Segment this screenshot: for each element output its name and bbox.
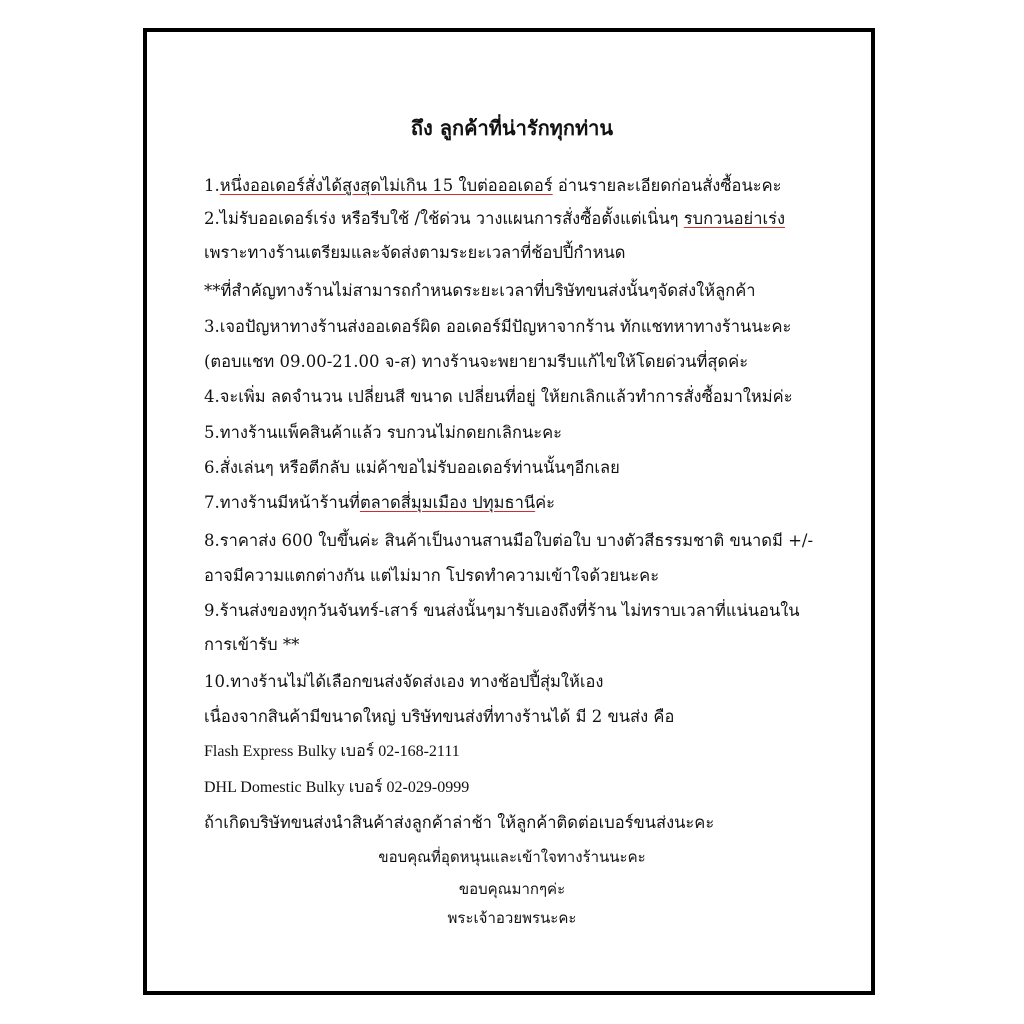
line-text: ค่ะ [535, 493, 556, 512]
line-text: ถ้าเกิดบริษัทขนส่งนำสินค้าส่งลูกค้าล่าช้า ให้ลูกค้าติดต่อเบอร์ขนส่งนะคะ [204, 813, 715, 832]
rule-line-5 [204, 316, 791, 338]
line-text: การเข้ารับ ** [204, 635, 300, 654]
line-text: 2.ไม่รับออเดอร์เร่ง หรือรีบใช้ /ใช้ด่วน วางแผนการสั่งซื้อตั้งแต่เนิ่นๆ [204, 209, 684, 228]
underlined-text: หนึ่งออเดอร์สั่งได้สูงสุดไม่เกิน 15 ใบต่อออเดอร์ [219, 176, 553, 195]
line-text: 5.ทางร้านแพ็คสินค้าแล้ว รบกวนไม่กดยกเลิกนะคะ [204, 423, 562, 442]
closing-line-1: ขอบคุณที่อุดหนุนและเข้าใจทางร้านนะคะ [378, 848, 646, 866]
line-text: เพราะทางร้านเตรียมและจัดส่งตามระยะเวลาที่ช้อปปี้กำหนด [204, 243, 626, 262]
line-text: 3.เจอปัญหาทางร้านส่งออเดอร์ผิด ออเดอร์มีปัญหาจากร้าน ทักแชทหาทางร้านนะคะ [204, 317, 792, 336]
line-text: 6.สั่งเล่นๆ หรือตีกลับ แม่ค้าขอไม่รับออเดอร์ท่านนั้นๆอีกเลย [204, 458, 620, 477]
closing-line-3: พระเจ้าอวยพรนะคะ [447, 909, 577, 927]
underlined-text: รบกวนอย่าเร่ง [683, 209, 786, 228]
underlined-text: ตลาดสี่มุมเมือง ปทุมธานี [359, 493, 536, 512]
rule-line-3 [204, 242, 625, 264]
rule-line-9 [204, 457, 620, 479]
line-text: **ที่สำคัญทางร้านไม่สามารถกำหนดระยะเวลาที่บริษัทขนส่งนั้นๆจัดส่งให้ลูกค้า [204, 281, 756, 300]
closing-line-2: ขอบคุณมากๆค่ะ [458, 880, 566, 898]
rule-line-1 [204, 175, 782, 197]
document-title: ถึง ลูกค้าที่น่ารักทุกท่าน [410, 116, 614, 140]
line-text: 1. [204, 176, 220, 195]
rule-line-15 [204, 671, 603, 693]
carrier-dhl-domestic [204, 777, 469, 799]
line-text: 4.จะเพิ่ม ลดจำนวน เปลี่ยนสี ขนาด เปลี่ยนที่อยู่ ให้ยกเลิกแล้วทำการสั่งซื้อมาใหม่ค่ะ [204, 387, 793, 406]
rule-line-19 [204, 812, 714, 834]
rule-line-4 [204, 280, 756, 302]
line-text: 7.ทางร้านมีหน้าร้านที่ [204, 493, 360, 512]
rule-line-6 [204, 351, 748, 373]
rule-line-10 [204, 492, 555, 514]
carrier-flash-express [204, 741, 460, 763]
line-text: 10.ทางร้านไม่ได้เลือกขนส่งจัดส่งเอง ทางช้อปปี้สุ่มให้เอง [204, 672, 604, 691]
rule-line-13 [204, 600, 800, 622]
rule-line-14 [204, 634, 299, 656]
rule-line-7 [204, 386, 793, 408]
rule-line-8 [204, 422, 562, 444]
line-text: 9.ร้านส่งของทุกวันจันทร์-เสาร์ ขนส่งนั้นๆมารับเองถึงที่ร้าน ไม่ทราบเวลาที่แน่นอนใน [204, 601, 800, 620]
line-text: อ่านรายละเอียดก่อนสั่งซื้อนะคะ [552, 176, 782, 195]
rule-line-12 [204, 565, 659, 587]
rule-line-2 [204, 208, 785, 230]
line-text: อาจมีความแตกต่างกัน แต่ไม่มาก โปรดทำความเข้าใจด้วยนะคะ [204, 566, 660, 585]
line-text: 8.ราคาส่ง 600 ใบขึ้นค่ะ สินค้าเป็นงานสานมือใบต่อใบ บางตัวสีธรรมชาติ ขนาดมี +/- [204, 531, 814, 550]
line-text: Flash Express Bulky เบอร์ 02-168-2111 [204, 743, 460, 760]
rule-line-11 [204, 530, 813, 552]
line-text: เนื่องจากสินค้ามีขนาดใหญ่ บริษัทขนส่งที่ทางร้านได้ มี 2 ขนส่ง คือ [204, 707, 675, 726]
rule-line-16 [204, 706, 674, 728]
line-text: DHL Domestic Bulky เบอร์ 02-029-0999 [204, 779, 470, 796]
line-text: (ตอบแชท 09.00-21.00 จ-ส) ทางร้านจะพยายามรีบแก้ไขให้โดยด่วนที่สุดค่ะ [204, 352, 749, 371]
